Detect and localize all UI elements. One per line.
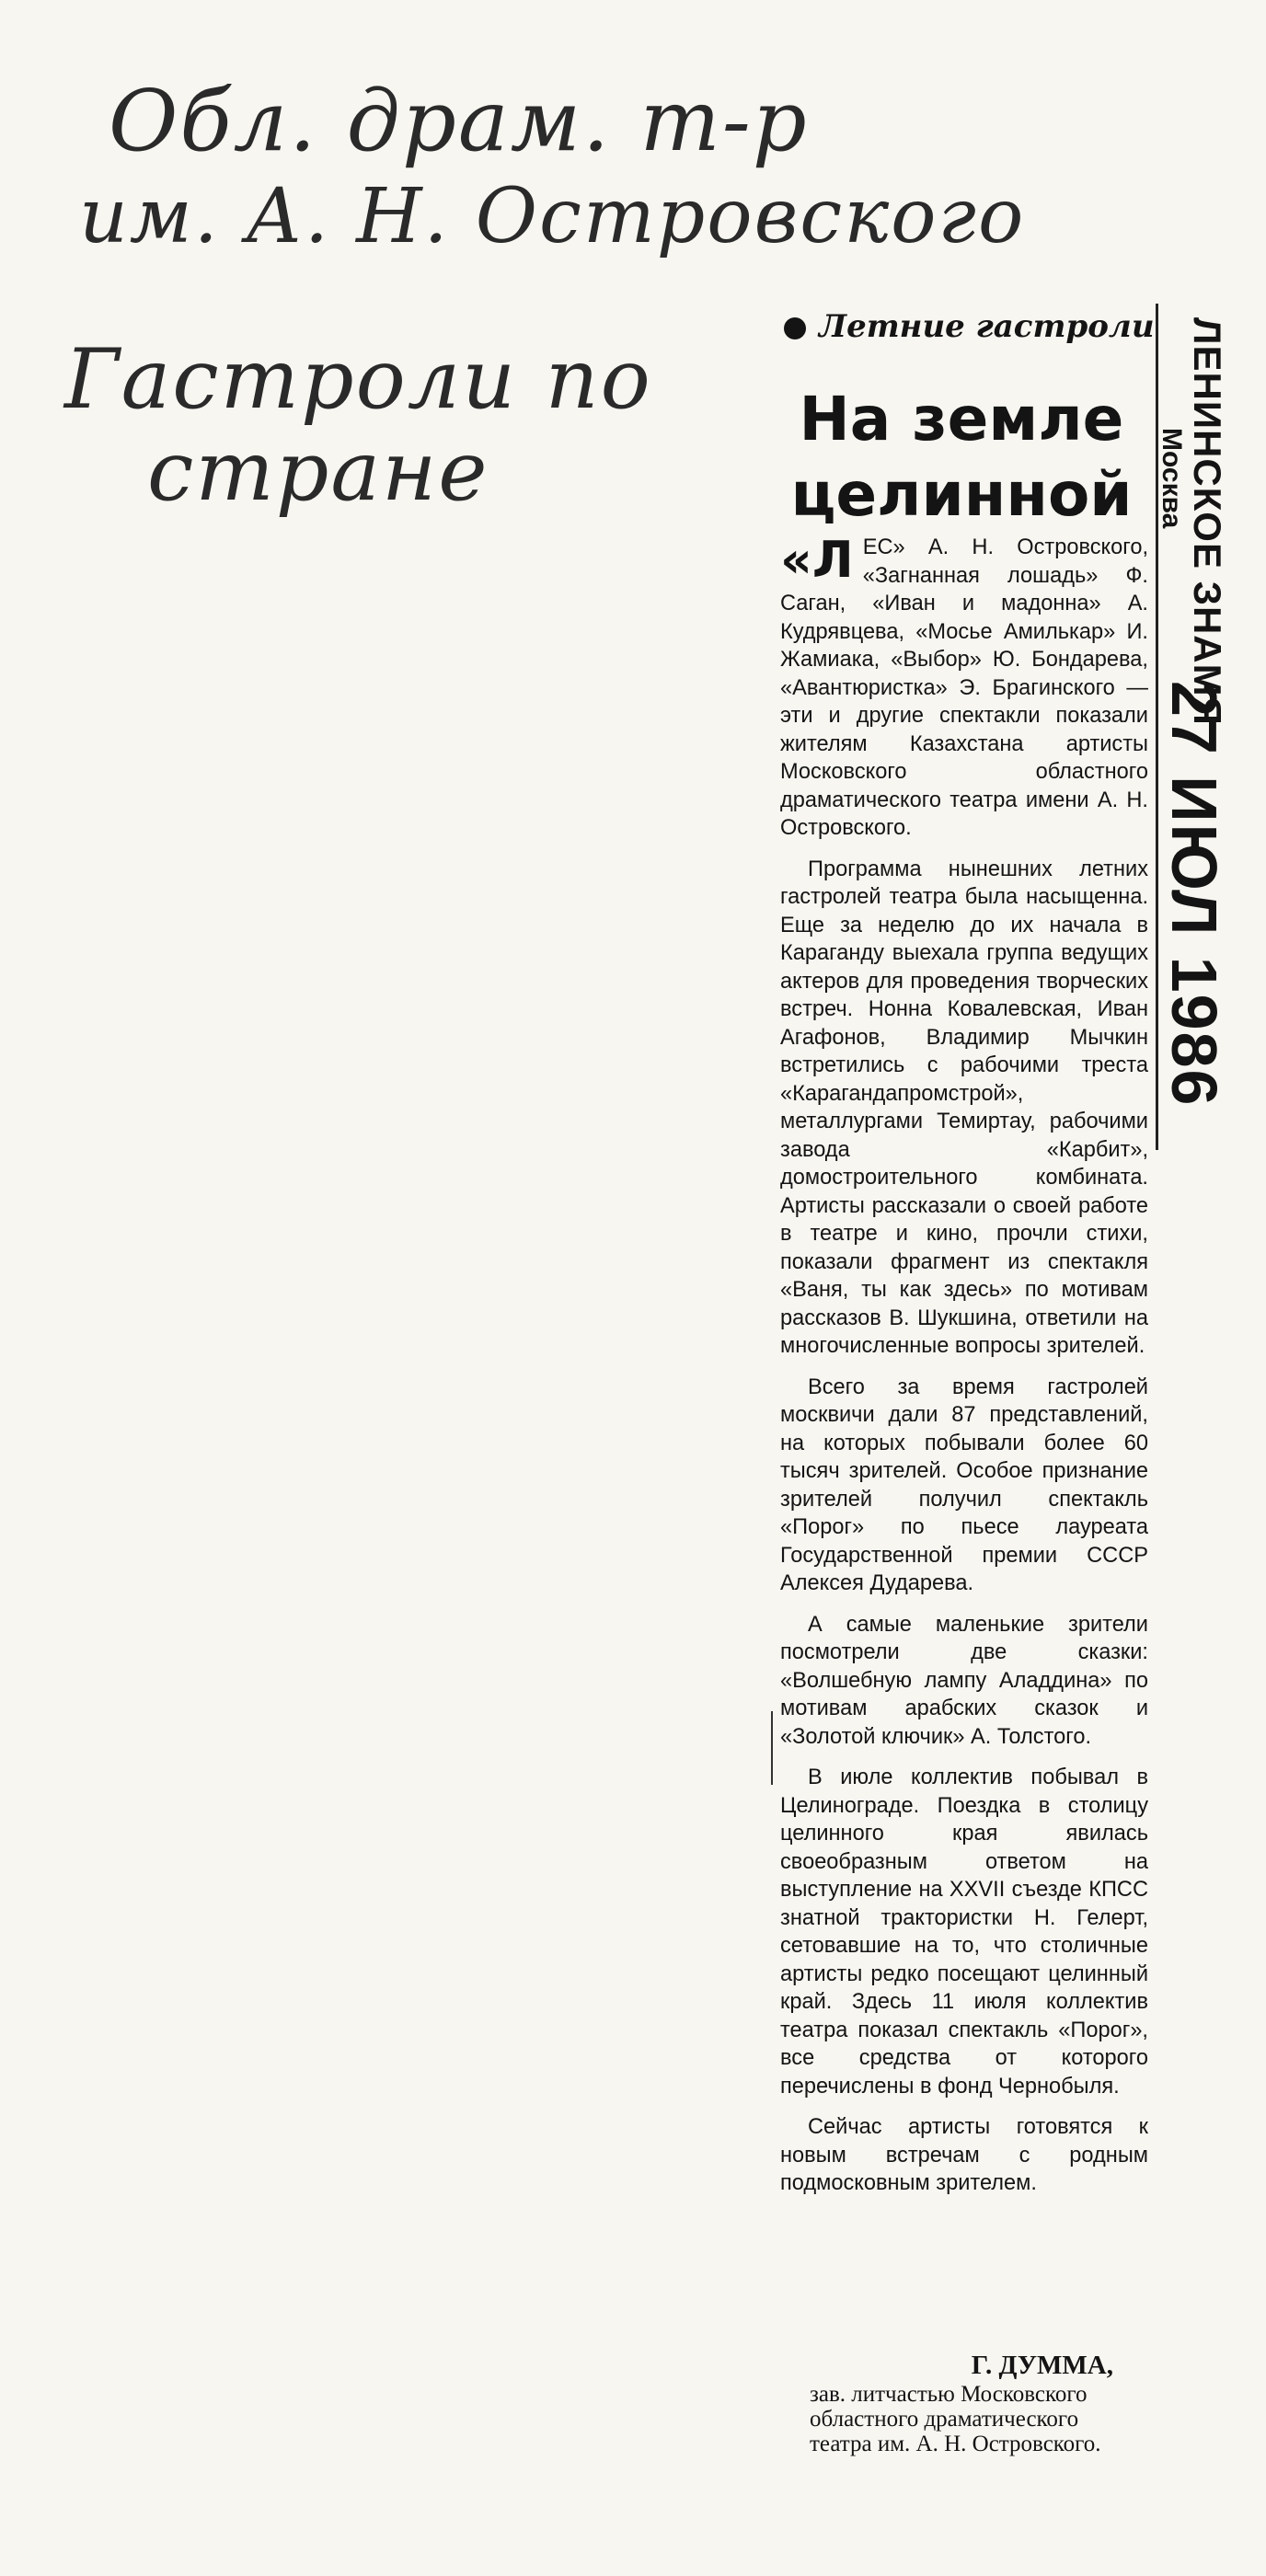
article-body [780, 531, 1148, 2211]
masthead-city: Москва [1157, 428, 1187, 529]
paragraph-1-text: ЕС» А. Н. Островского, «Загнанная лошадь» Ф. Саган, «Иван и мадонна» А. Кудрявцева, «Мосье Амилькар» И. Жамиака, «Выбор» Ю. Бондарева, «Авантюристка» Э. Брагинского — эти и другие спектакли показали жителям Казахстана артисты Московского областного драматического театра имени А. Н. Островского. [780, 535, 1148, 840]
article-rubric [784, 308, 1155, 345]
handwritten-note-line-4: стране [147, 423, 489, 520]
author-title: зав. литчастью Московского областного драматического театра им. А. Н. Островского. [810, 2382, 1101, 2456]
handwritten-note-line-1: Обл. драм. т-р [109, 72, 809, 170]
drop-cap: «Л [780, 531, 854, 589]
handwritten-note-line-2: им. А. Н. Островского [79, 173, 1026, 260]
headline-line-2: целинной [790, 459, 1133, 530]
article-headline [777, 382, 1145, 533]
article-paragraph-2: Программа нынешних летних гастролей театра была насыщенна. Еще за неделю до их начала в Караганду выехала группа ведущих актеров для проведения творческих встреч. Нонна Ковалевская, Иван Агафонов, Владимир Мычкин встретились с рабочими треста «Карагандапромстрой», металлургами Темиртау, рабочими завода «Карбит», домостроительного комбината. Артисты рассказали о своей работе в театре и кино, прочли стихи, показали фрагмент из спектакля «Ваня, ты как здесь» по мотивам рассказов В. Шукшина, ответили на многочисленные вопросы зрителей. [780, 857, 1148, 1358]
author-name: Г. ДУММА, [971, 2351, 1113, 2380]
masthead-paper-name: ЛЕНИНСКОЕ ЗНАМЯ [1186, 317, 1229, 726]
article-paragraph-1 [780, 531, 1148, 843]
article-paragraph-4: А самые маленькие зрители посмотрели две сказки: «Волшебную лампу Аладдина» по мотивам арабских сказок и «Золотой ключик» А. Толстого. [780, 1612, 1148, 1749]
article-paragraph-3: Всего за время гастролей москвичи дали 87 представлений, на которых побывали более 60 тысяч зрителей. Особое признание зрителей получил спектакль «Порог» по пьесе лауреата Государственной премии СССР Алексея Дударева. [780, 1374, 1148, 1595]
headline-line-1: На земле [799, 384, 1124, 454]
handwritten-note-line-3: Гастроли по [64, 331, 652, 428]
article-paragraph-5: В июле коллектив побывал в Целинограде. Поездка в столицу целинного края явилась своеобразным ответом на выступление на XXVII съезде КПСС знатной трактористки Н. Гелерт, сетовавшие на то, что столичные артисты редко посещают целинный край. Здесь 11 июля коллектив театра показал спектакль «Порог», все средства от которого перечислены в фонд Чернобыля. [780, 1765, 1148, 2099]
masthead-date-stamp: 27 ИЮЛ 1986 [1158, 681, 1230, 1108]
rubric-label: Летние гастроли [819, 308, 1155, 345]
article-paragraph-6: Сейчас артисты готовятся к новым встречам с родным подмосковным зрителем. [780, 2115, 1148, 2195]
article-signature [810, 2353, 1113, 2456]
column-rule [771, 1711, 773, 1785]
bullet-dot-icon [784, 317, 806, 339]
